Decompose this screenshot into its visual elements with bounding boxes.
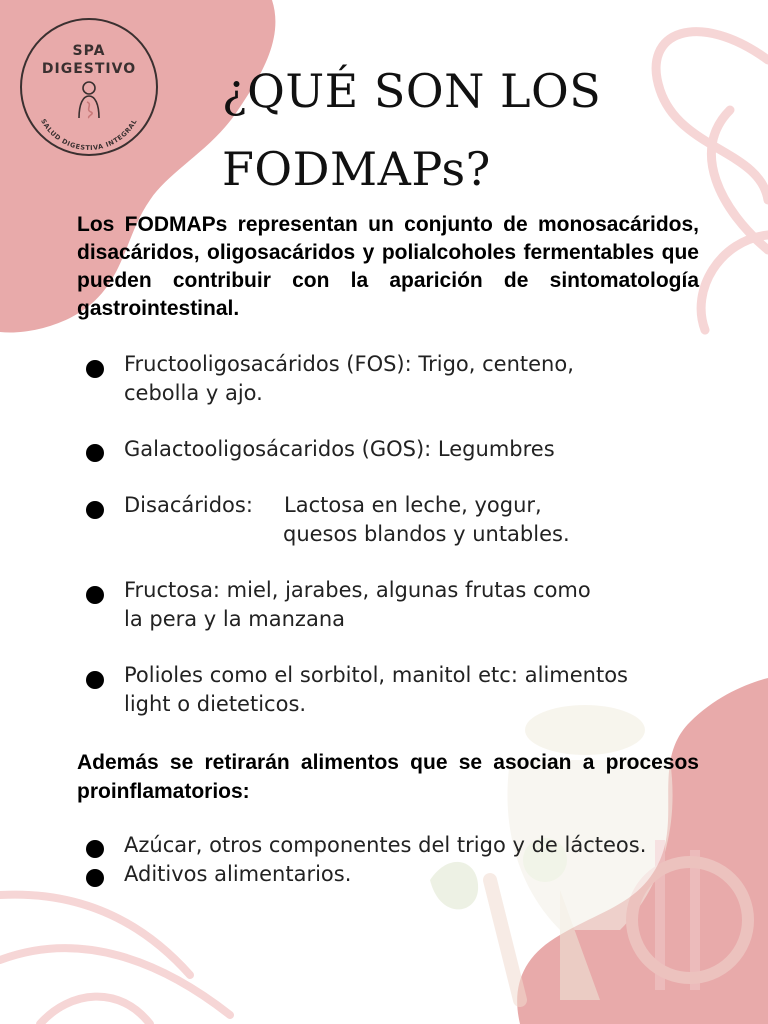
list-item-aditivos: Aditivos alimentarios. [124,862,352,886]
bottom-left-swirl [0,895,230,1024]
bullet-icon [86,360,104,378]
list-item-text: Galactooligosácaridos (GOS): Legumbres [124,437,555,461]
list-item-text: Lactosa en leche, yogur, [284,493,542,517]
list-item-lead: Disacáridos: [124,493,253,517]
logo-tagline: SALUD DIGESTIVA INTEGRAL [39,117,139,153]
list-item-text: Fructooligosacáridos (FOS): Trigo, centeno, [124,352,574,376]
list-item-text: quesos blandos y untables. [283,522,570,546]
figure-icon [79,82,99,118]
bullet-icon [86,869,104,887]
spa-digestivo-logo [17,18,161,156]
bullet-icon [86,501,104,519]
bullet-icon [86,586,104,604]
list-item-azucar: Azúcar, otros componentes del trigo y de lácteos. [124,833,647,857]
svg-text:SALUD DIGESTIVA INTEGRAL [39,118,139,152]
note-paragraph: Además se retirarán alimentos que se asocian a procesos proinflamatorios: [77,751,699,803]
bullet-icon [86,444,104,462]
logo-line1: SPA [72,43,106,59]
list-item-text: la pera y la manzana [124,607,345,631]
list-item-gos [124,435,744,464]
list-item-fructosa [124,576,744,634]
list-item-text: cebolla y ajo. [124,381,263,405]
bullet-icon [86,840,104,858]
logo-line2: DIGESTIVO [41,61,137,77]
page-title [222,52,742,208]
list-item-disacaridos [124,491,744,549]
intro-paragraph: Los FODMAPs representan un conjunto de monosacáridos, disacáridos, oligosacáridos y polialcoholes fermentables que pueden contribuir con la aparición de sintomatología gastrointestinal. [77,213,699,320]
bullet-icon [86,671,104,689]
list-item-fos [124,350,744,408]
list-item-text: Fructosa: miel, jarabes, algunas frutas como [124,578,591,602]
title-line2: FODMAPs? [222,142,491,196]
list-item-polioles: Polioles como el sorbitol, manitol etc: alimentos light o dieteticos. [124,663,628,716]
title-line1: ¿QUÉ SON LOS [222,64,602,118]
